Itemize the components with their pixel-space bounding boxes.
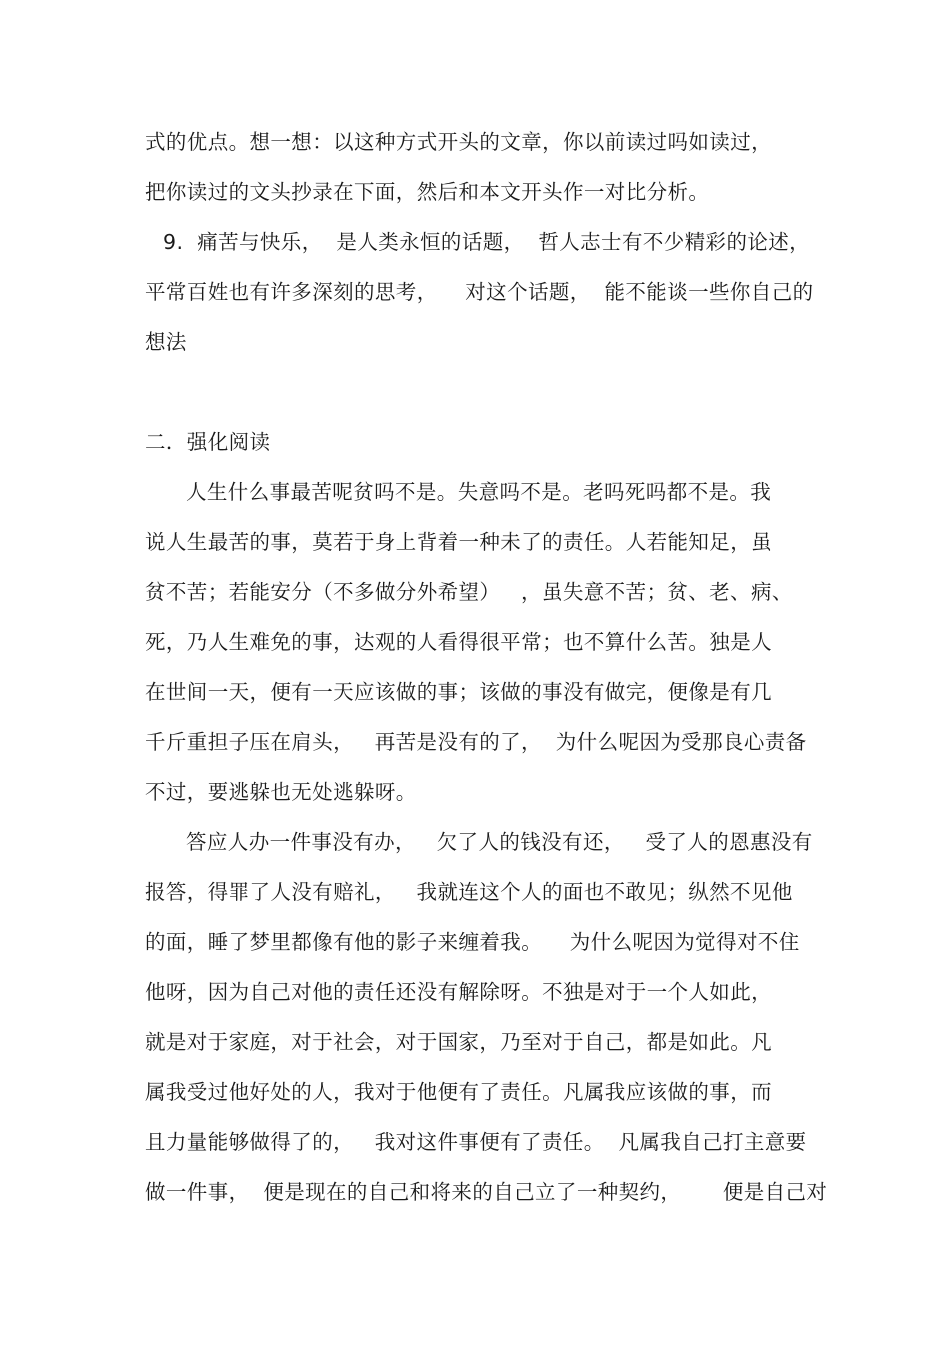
text-line: 式的优点。想一想：以这种方式开头的文章，你以前读过吗如读过， [145,130,772,154]
paragraph-line: 的面，睡了梦里都像有他的影子来缠着我。 为什么呢因为觉得对不住 [145,930,800,954]
paragraph-line: 属我受过他好处的人，我对于他便有了责任。凡属我应该做的事，而 [145,1080,772,1104]
paragraph-line: 在世间一天，便有一天应该做的事；该做的事没有做完，便像是有几 [145,680,772,704]
paragraph-line: 说人生最苦的事，莫若于身上背着一种未了的责任。人若能知足，虽 [145,530,772,554]
paragraph-line: 且力量能够做得了的， 我对这件事便有了责任。 凡属我自己打主意要 [145,1130,807,1154]
question-9-line: 平常百姓也有许多深刻的思考， 对这个话题， 能不能谈一些你自己的 [145,280,814,304]
text-line: 把你读过的文头抄录在下面，然后和本文开头作一对比分析。 [145,180,710,204]
paragraph-line: 答应人办一件事没有办， 欠了人的钱没有还， 受了人的恩惠没有 [186,830,813,854]
paragraph-line: 就是对于家庭，对于社会，对于国家，乃至对于自己，都是如此。凡 [145,1030,772,1054]
paragraph-line: 做一件事， 便是现在的自己和将来的自己立了一种契约， 便是自己对 [145,1180,828,1204]
paragraph-line: 千斤重担子压在肩头， 再苦是没有的了， 为什么呢因为受那良心责备 [145,730,807,754]
paragraph-line: 死，乃人生难免的事，达观的人看得很平常；也不算什么苦。独是人 [145,630,772,654]
paragraph-line: 他呀，因为自己对他的责任还没有解除呀。不独是对于一个人如此， [145,980,772,1004]
question-9-line: 9. 痛苦与快乐， 是人类永恒的话题， 哲人志士有不少精彩的论述， [163,230,811,254]
question-9-line: 想法 [145,330,187,354]
paragraph-line: 人生什么事最苦呢贫吗不是。失意吗不是。老吗死吗都不是。我 [186,480,772,504]
paragraph-line: 贫不苦；若能安分（不多做分外希望） ，虽失意不苦；贫、老、病、 [145,580,793,604]
section-heading: 二．强化阅读 [145,430,271,454]
paragraph-line: 报答，得罪了人没有赔礼， 我就连这个人的面也不敢见；纵然不见他 [145,880,793,904]
paragraph-line: 不过，要逃躲也无处逃躲呀。 [145,780,417,804]
